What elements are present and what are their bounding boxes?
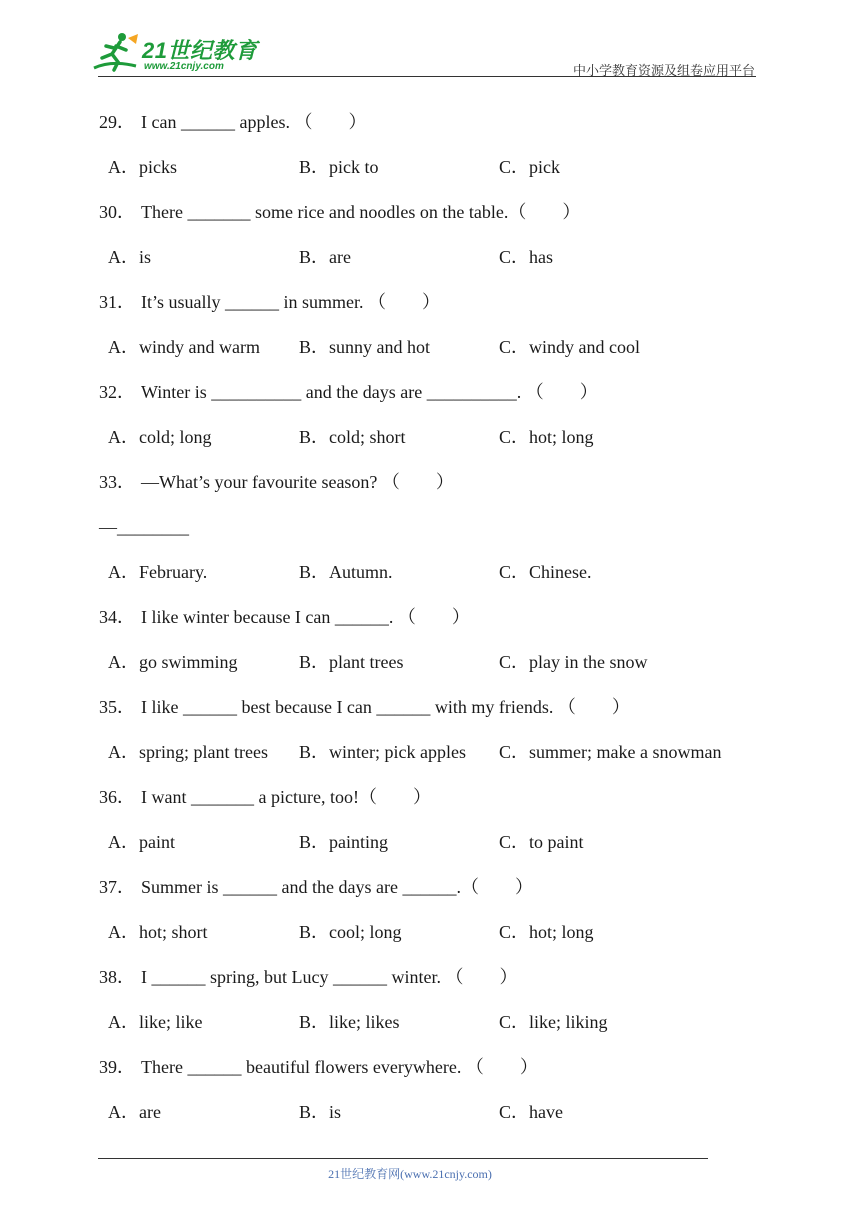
option-b[interactable]: B．is — [299, 1102, 342, 1122]
option-c[interactable]: C．windy and cool — [499, 337, 640, 357]
question-stem — [99, 374, 779, 419]
question-stem — [99, 959, 779, 1004]
question-number: 39． — [99, 1057, 135, 1077]
option-row — [99, 149, 779, 194]
question-text: —What’s your favourite season? （ ） — [141, 472, 454, 492]
question-number: 31． — [99, 292, 135, 312]
option-a[interactable]: A．windy and warm — [108, 337, 260, 357]
option-a[interactable]: A．cold; long — [108, 427, 212, 447]
option-c[interactable]: C．to paint — [499, 832, 584, 852]
page-footer — [0, 1165, 860, 1182]
question-34 — [99, 599, 779, 689]
question-stem — [99, 194, 779, 239]
question-30 — [99, 194, 779, 284]
question-stem — [99, 599, 779, 644]
option-row — [99, 824, 779, 869]
option-c[interactable]: C．hot; long — [499, 427, 594, 447]
question-text: It’s usually ______ in summer. （ ） — [141, 292, 440, 312]
question-text: Winter is __________ and the days are __________. （ ） — [141, 382, 598, 402]
question-36 — [99, 779, 779, 869]
option-c[interactable]: C．play in the snow — [499, 652, 648, 672]
page-header — [0, 0, 860, 80]
option-c[interactable]: C．hot; long — [499, 922, 594, 942]
option-c[interactable]: C．summer; make a snowman — [499, 742, 722, 762]
option-a[interactable]: A．like; like — [108, 1012, 203, 1032]
option-b[interactable]: B．sunny and hot — [299, 337, 431, 357]
question-number: 32． — [99, 382, 135, 402]
question-text: There _______ some rice and noodles on the table.（ ） — [141, 202, 581, 222]
question-stem — [99, 689, 779, 734]
option-c[interactable]: C．have — [499, 1102, 563, 1122]
option-row — [99, 329, 779, 374]
site-logo — [92, 30, 262, 78]
option-row — [99, 734, 779, 779]
footer-divider — [98, 1158, 708, 1159]
question-text: I like ______ best because I can ______ with my friends. （ ） — [141, 697, 630, 717]
question-text: I like winter because I can ______. （ ） — [141, 607, 470, 627]
question-text: I ______ spring, but Lucy ______ winter. （ ） — [141, 967, 518, 987]
runner-logo-icon — [92, 30, 142, 76]
option-b[interactable]: B．like; likes — [299, 1012, 400, 1032]
logo-text: 21世纪教育 — [142, 38, 258, 63]
option-b[interactable]: B．Autumn. — [299, 562, 393, 582]
option-c[interactable]: C．Chinese. — [499, 562, 592, 582]
question-number: 35． — [99, 697, 135, 717]
question-text: There ______ beautiful flowers everywhere. （ ） — [141, 1057, 538, 1077]
question-number: 37． — [99, 877, 135, 897]
option-a[interactable]: A．is — [108, 247, 152, 267]
option-a[interactable]: A．picks — [108, 157, 177, 177]
question-stem — [99, 1049, 779, 1094]
question-stem — [99, 284, 779, 329]
question-stem — [99, 464, 779, 509]
question-number: 33． — [99, 472, 135, 492]
option-a[interactable]: A．paint — [108, 832, 175, 852]
option-a[interactable]: A．February. — [108, 562, 208, 582]
option-b[interactable]: B．painting — [299, 832, 388, 852]
option-a[interactable]: A．spring; plant trees — [108, 742, 268, 762]
option-row — [99, 419, 779, 464]
option-b[interactable]: B．are — [299, 247, 351, 267]
option-row — [99, 239, 779, 284]
question-number: 34． — [99, 607, 135, 627]
question-29 — [99, 104, 779, 194]
option-c[interactable]: C．like; liking — [499, 1012, 608, 1032]
option-c[interactable]: C．pick — [499, 157, 560, 177]
question-37 — [99, 869, 779, 959]
option-b[interactable]: B．cool; long — [299, 922, 402, 942]
option-c[interactable]: C．has — [499, 247, 553, 267]
answer-blank: —________ — [99, 517, 189, 537]
option-row — [99, 554, 779, 599]
option-b[interactable]: B．pick to — [299, 157, 379, 177]
question-stem — [99, 104, 779, 149]
option-b[interactable]: B．cold; short — [299, 427, 406, 447]
question-text: Summer is ______ and the days are ______.（ ） — [141, 877, 533, 897]
question-39 — [99, 1049, 779, 1139]
option-a[interactable]: A．go swimming — [108, 652, 238, 672]
question-list — [99, 104, 779, 1139]
question-38 — [99, 959, 779, 1049]
question-33 — [99, 464, 779, 599]
question-number: 38． — [99, 967, 135, 987]
logo-url: www.21cnjy.com — [144, 61, 224, 72]
option-row — [99, 914, 779, 959]
question-35 — [99, 689, 779, 779]
option-row — [99, 1004, 779, 1049]
header-divider — [98, 76, 756, 77]
option-row — [99, 1094, 779, 1139]
footer-text[interactable]: 21世纪教育网(www.21cnjy.com) — [328, 1167, 492, 1181]
question-31 — [99, 284, 779, 374]
question-number: 36． — [99, 787, 135, 807]
question-stem — [99, 779, 779, 824]
question-text: I can ______ apples. （ ） — [141, 112, 367, 132]
option-a[interactable]: A．are — [108, 1102, 161, 1122]
question-stem — [99, 869, 779, 914]
question-text: I want _______ a picture, too!（ ） — [141, 787, 431, 807]
option-b[interactable]: B．winter; pick apples — [299, 742, 466, 762]
option-row — [99, 644, 779, 689]
option-b[interactable]: B．plant trees — [299, 652, 404, 672]
question-number: 30． — [99, 202, 135, 222]
question-32 — [99, 374, 779, 464]
option-a[interactable]: A．hot; short — [108, 922, 208, 942]
platform-title: 中小学教育资源及组卷应用平台 — [572, 63, 755, 78]
question-number: 29． — [99, 112, 135, 132]
